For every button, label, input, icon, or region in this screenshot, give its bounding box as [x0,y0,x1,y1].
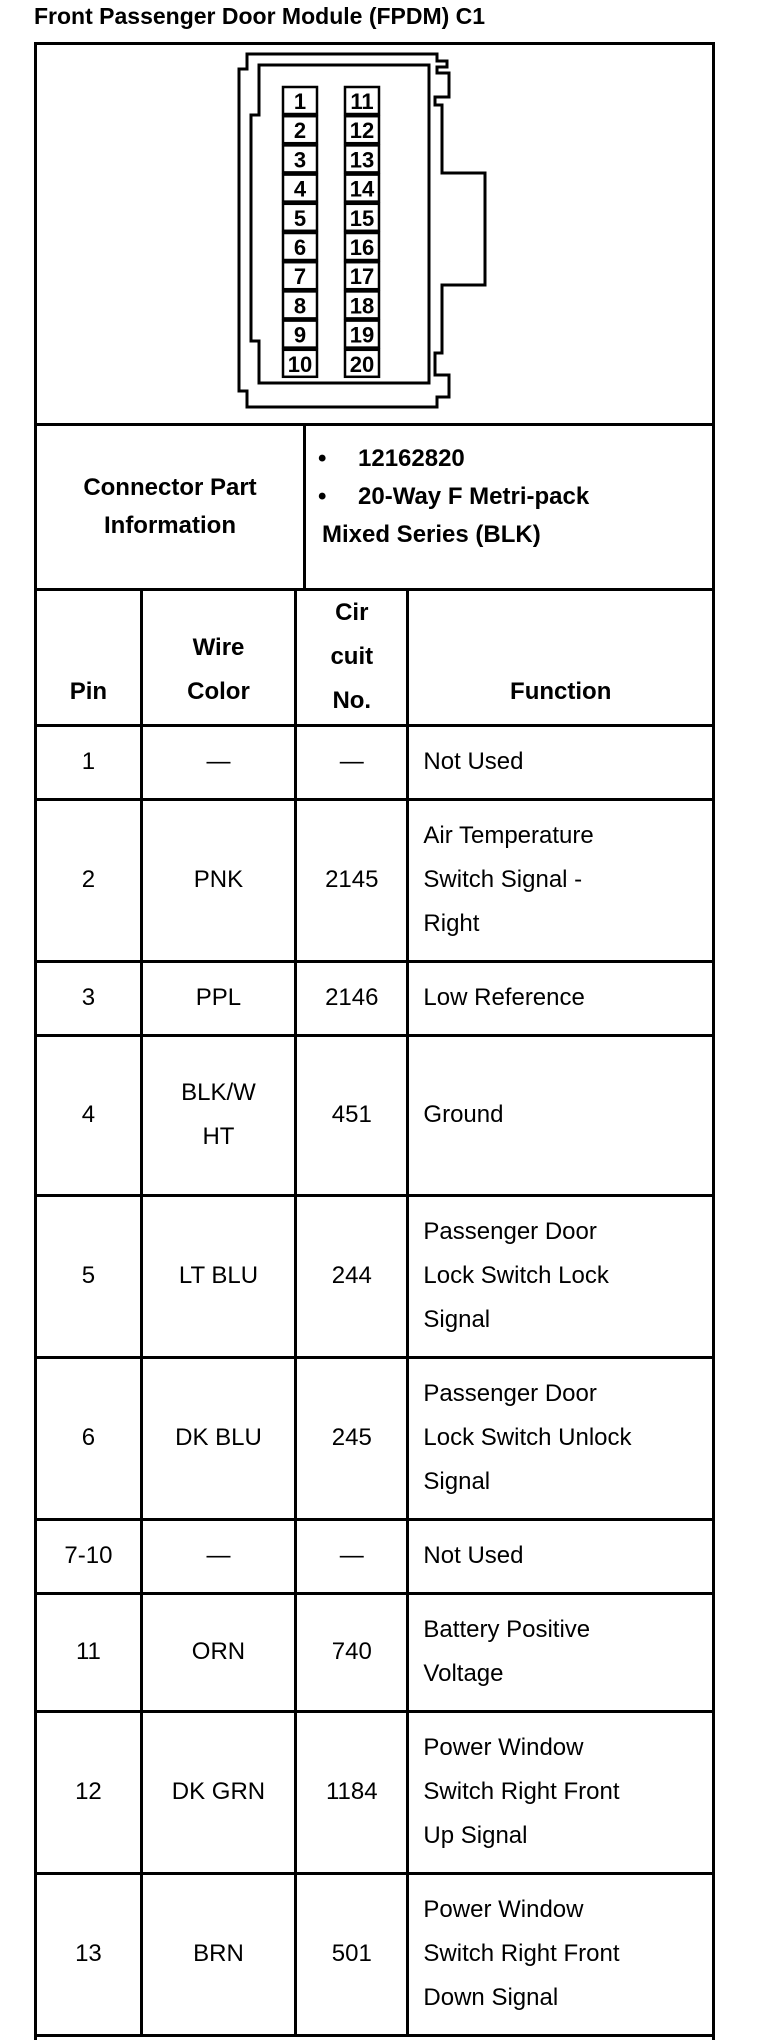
function-cell: Power Window Switch Right Front Up Signal [408,1711,712,1873]
pin-label-15: 15 [349,205,375,231]
table-row [37,1711,712,1873]
pin-cell: 13 [37,1873,141,2035]
wire-color-cell: PPL [141,961,295,1035]
pin-cell: 1 [37,725,141,799]
pin-cell: 6 [37,1357,141,1519]
pin-cell: 7-10 [37,1519,141,1593]
header-wire-color: Wire Color [141,591,295,725]
wire-color-cell: — [141,1519,295,1593]
circuit-cell: 2146 [296,961,408,1035]
page-title: Front Passenger Door Module (FPDM) C1 [34,3,486,29]
function-cell: Not Used [408,1519,712,1593]
pin-label-12: 12 [349,118,375,144]
table-row [37,1357,712,1519]
connector-part-info-values [306,440,706,554]
circuit-cell: 451 [296,1035,408,1195]
connector-diagram [37,45,712,426]
pin-cell: 11 [37,1593,141,1711]
connector-face-drawing [37,45,712,423]
pin-cell: 3 [37,961,141,1035]
table-row [37,1035,712,1195]
pin-label-11: 11 [350,89,374,114]
pin-label-2: 2 [293,118,307,144]
pin-label-20: 20 [349,351,375,377]
wire-color-cell: LT BLU [141,1195,295,1357]
table-row [37,1593,712,1711]
circuit-cell: — [296,725,408,799]
connector-description-line-1: 20-Way F Metri-pack [358,483,590,510]
wire-color-cell: PNK [141,799,295,961]
pin-label-17: 17 [349,264,375,290]
connector-description-line-2: Mixed Series (BLK) [322,521,541,548]
table-row [37,725,712,799]
connector-table-frame [34,42,715,2040]
function-cell: Passenger Door Lock Switch Lock Signal [408,1195,712,1357]
label-line-2: Information [103,512,236,539]
part-number: 12162820 [358,445,465,472]
function-cell: Not Used [408,725,712,799]
circuit-cell: 740 [296,1593,408,1711]
pin-cell: 2 [37,799,141,961]
wire-color-cell: BRN [141,1873,295,2035]
table-header-row [37,591,712,725]
circuit-cell: 2145 [296,799,408,961]
circuit-cell: 245 [296,1357,408,1519]
function-cell: Low Reference [408,961,712,1035]
header-function: Function [408,591,712,725]
function-cell: Air Temperature Switch Signal - Right [408,799,712,961]
pin-label-6: 6 [293,235,307,260]
bullet-icon: • [318,445,327,472]
function-cell: Ground [408,1035,712,1195]
wire-color-cell: BLK/W HT [141,1035,295,1195]
function-cell: Battery Positive Voltage [408,1593,712,1711]
circuit-cell: — [296,1519,408,1593]
table-row [37,1873,712,2035]
connector-part-info [37,426,712,591]
pin-label-8: 8 [293,293,307,319]
header-circuit-no: Cir cuit No. [296,591,408,725]
pin-label-18: 18 [349,293,375,319]
pin-label-5: 5 [293,205,307,231]
table-row [37,961,712,1035]
wire-color-cell: ORN [141,1593,295,1711]
pin-label-16: 16 [349,235,375,260]
label-line-1: Connector Part [83,474,257,501]
pin-label-19: 19 [349,322,375,348]
pin-table [37,591,712,2037]
pin-label-3: 3 [293,147,307,173]
wire-color-cell: DK BLU [141,1357,295,1519]
table-row [37,1519,712,1593]
wire-color-cell: DK GRN [141,1711,295,1873]
pin-label-10: 10 [287,351,313,377]
bullet-icon: • [318,483,327,510]
pin-cell: 5 [37,1195,141,1357]
function-cell: Passenger Door Lock Switch Unlock Signal [408,1357,712,1519]
circuit-cell: 1184 [296,1711,408,1873]
function-cell: Power Window Switch Right Front Down Signal [408,1873,712,2035]
circuit-cell: 244 [296,1195,408,1357]
pin-label-1: 1 [293,89,307,114]
table-row [37,1195,712,1357]
pin-label-4: 4 [293,176,307,202]
pin-label-9: 9 [293,322,307,348]
table-row [37,799,712,961]
connector-part-info-label [37,426,306,588]
pin-label-7: 7 [293,264,307,290]
pin-label-13: 13 [349,147,375,173]
wire-color-cell: — [141,725,295,799]
circuit-cell: 501 [296,1873,408,2035]
header-pin: Pin [37,591,141,725]
pin-cell: 4 [37,1035,141,1195]
pin-label-14: 14 [349,176,375,202]
pin-cell: 12 [37,1711,141,1873]
